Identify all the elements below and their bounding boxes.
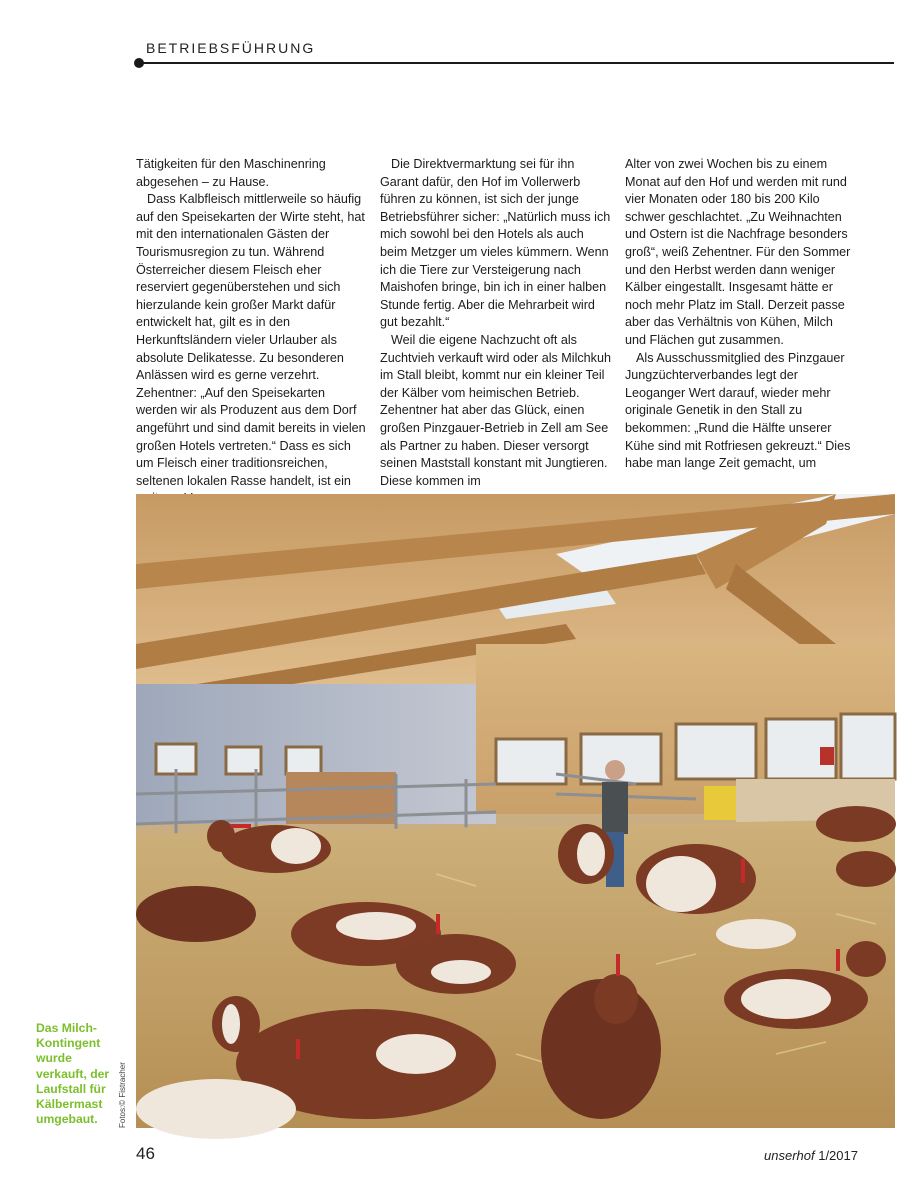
- article-column-3: [625, 156, 856, 486]
- barn-calves-photo: [136, 494, 895, 1128]
- article-column-1: [136, 156, 367, 486]
- magazine-issue: [764, 1148, 858, 1163]
- caption-text: Das Milch-Kontingent wurde verkauft, der Laufstall für Kälbermast umgebaut.: [36, 1021, 110, 1127]
- paragraph: Als Ausschussmitglied des Pinzgauer Jungzüchterverbandes legt der Leoganger Wert darauf, wieder mehr originale Genetik in den Stall zu bekommen: „Rund die Hälfte unserer Kühe sind mit Rotfriesen gekreuzt.“ Dies habe man lange Zeit gemacht, um: [625, 350, 851, 471]
- article-column-2: [380, 156, 611, 486]
- photo-caption: [36, 1021, 120, 1127]
- header-rule: [137, 62, 894, 64]
- paragraph: Dass Kalbfleisch mittlerweile so häufig auf den Speisekarten der Wirte steht, hat mit den internationalen Gästen der Tourismusregion zu tun. Während Österreicher diesem Fleisch eher reserviert gegenüberstehen und sich hierzulande kein großer Markt dafür entwickelt hat, gilt es in den Herkunftsländern vieler Urlauber als absolute Delikatesse. Zu besonderen Anlässen wird es gerne verzehrt. Zehentner: „Auf den Speisekarten werden wir als Produzent aus dem Dorf angeführt und sind damit bereits in vielen großen Hotels vertreten.“ Dass es sich um Fleisch einer traditionsreichen, seltenen lokalen Rasse handelt, ist ein: [136, 192, 366, 488]
- paragraph: Weil die eigene Nachzucht oft als Zuchtvieh verkauft wird oder als Milchkuh im Stall bleibt, kommt nur ein kleiner Teil der Kälber vom heimischen Betrieb. Zehentner hat aber das Glück, einen großen Pinzgauer-Betrieb in Zell am See als Partner zu haben. Dieser versorgt seinen Maststall konstant mit Jungtieren. Diese kommen im: [380, 332, 611, 488]
- magazine-name: unserhof: [764, 1148, 815, 1163]
- issue-number: 1/2017: [818, 1148, 858, 1163]
- page-number: 46: [136, 1144, 155, 1163]
- section-header: BETRIEBSFÜHRUNG: [146, 40, 316, 56]
- photo-credit: Fotos:© Fistracher: [118, 1062, 127, 1128]
- paragraph: Die Direktvermarktung sei für ihn Garant dafür, den Hof im Vollerwerb führen zu können, ist sich der junge Betriebsführer sicher: „Natürlich muss ich mich sowohl bei den Hotels als auch beim Metzger um vieles kümmern. Wenn ich die Tiere zur Versteigerung nach Maishofen bringe, bin ich in einer halben Stunde fertig. Aber die Mehrarbeit wird gut bezahlt.“: [380, 157, 611, 330]
- paragraph: Alter von zwei Wochen bis zu einem Monat auf den Hof und werden mit rund vier Monaten oder 180 bis 200 Kilo schwer geschlachtet. „Zu Weihnachten und Ostern ist die Nachfrage besonders groß“, weiß Zehentner. Für den Sommer und den Herbst werden dann weniger Kälber eingestallt. Insgesamt hätte er noch mehr Platz im Stall. Derzeit passe aber das Verhältnis von Kühen, Milch und Flächen gut zusammen.: [625, 157, 851, 347]
- paragraph: Tätigkeiten für den Maschinenring abgesehen – zu Hause.: [136, 157, 326, 189]
